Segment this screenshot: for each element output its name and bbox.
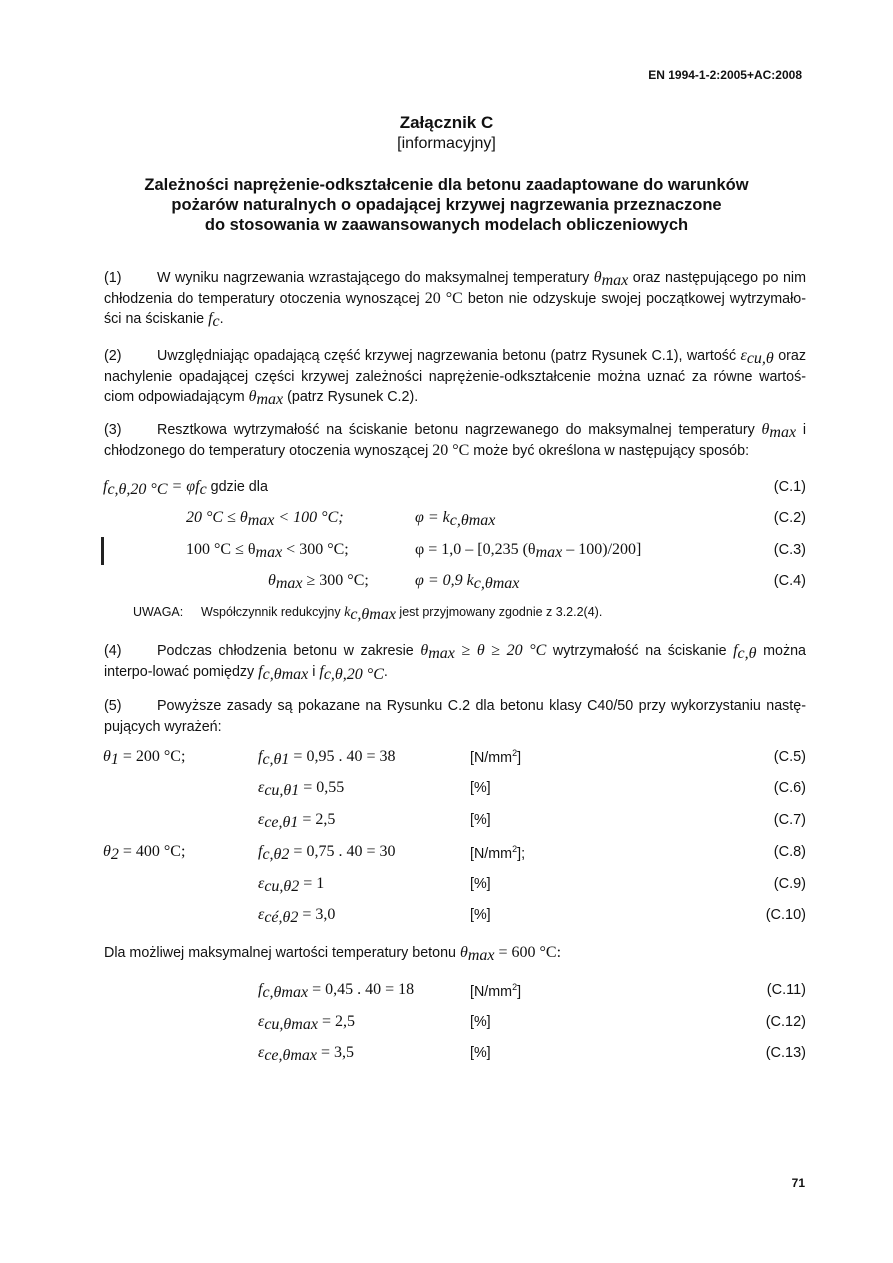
unit-sup: 2 [512,748,518,758]
main-title-line: do stosowania w zaawansowanych modelach obliczeniowych [204,216,689,234]
math-sub: c,θmax [262,984,309,1001]
math-sub: c,θ,20 °C [323,665,384,683]
math-sub: c,θ2 [262,846,290,863]
equation-label: (C.13) [765,1045,806,1061]
math-expr: = 0,55 [299,779,345,796]
unit-text: [%] [470,812,491,828]
equation-c6-expr [258,779,344,797]
text: Dla możliwej maksymalnej wartości temperatury betonu [104,945,460,961]
note-label: UWAGA: [133,605,184,619]
equation-c4-phi [415,572,519,590]
text: beton nie odzyskuje swojej początkowej wytrzymało-ści na ściskanie [104,290,807,327]
equation-label: (C.6) [773,780,806,796]
math-sub: max [275,575,303,592]
unit-text: [%] [470,1014,491,1030]
paragraph-number: (3) [104,422,122,438]
math-theta: θ [420,642,429,659]
math-expr: = 1 [299,875,325,892]
math-symbol: ε [258,1013,265,1030]
paragraph-number: (4) [104,643,122,659]
equation-c2-range [186,509,344,527]
text: W wyniku nagrzewania wzrastającego do maksymalnej temperatury [157,270,594,286]
paragraph-2 [104,346,806,408]
equation-label: (C.4) [773,573,806,589]
unit-text: [%] [470,780,491,796]
text: oraz następującego po nim chłodzenia do temperatury otoczenia wynoszącej [104,270,806,307]
math-expr: = 400 °C; [118,843,186,860]
equation-label: (C.11) [766,982,806,998]
main-title-line: Zależności naprężenie-odkształcenie dla betonu zaadaptowane do warunków [144,176,749,194]
math-f: f [258,662,263,680]
math-expr: = 2,5 [298,811,336,828]
math-theta: θ [103,843,111,860]
text: Współczynnik redukcyjny [201,605,345,619]
unit-text: [N/mm [470,749,513,766]
math-sub: max [256,391,284,408]
math-symbol: ε [258,1044,265,1061]
math-symbol: ε [258,875,265,892]
math-expr: ≥ 300 °C; [302,572,369,589]
text: Powyższe zasady są pokazane na Rysunku C.2 dla betonu klasy C40/50 przy wykorzystaniu nastę-pujących wyrażeń: [104,698,806,735]
equation-label: (C.8) [773,844,806,860]
text: wytrzymałość na ściskanie [546,643,734,659]
math-f: f [319,662,324,680]
math-symbol: f [258,748,263,765]
math-sub: max [247,512,275,529]
math-expr: φ = 1,0 – [0,235 (θ [415,541,536,558]
equation-c7-expr [258,811,335,829]
math-theta: θ [593,269,602,286]
max-temperature-line [104,944,561,962]
math-theta: θ [761,421,770,438]
text: i chłodzonego do temperatury otoczenia wynoszącej [104,422,806,459]
math-expr: = 0,95 . 40 = 38 [289,748,396,765]
math-sub: max [535,544,563,561]
equation-c13-expr [258,1044,354,1062]
math-expr: = 2,5 [317,1013,355,1030]
equation-c7-unit [470,812,491,828]
text: . [383,663,388,680]
unit-text: ] [517,749,522,766]
math-epsilon: ε [740,347,747,364]
text: i [308,663,320,680]
math-sub: c,θ,20 °C [107,481,168,498]
text: jest przyjmowany zgodnie z 3.2.2(4). [395,605,603,619]
paragraph-number: (2) [104,348,122,364]
text: Resztkowa wytrzymałość na ściskanie betonu nagrzewanego do maksymalnej temperatury [157,422,762,438]
annex-subtitle: [informacyjny] [397,135,496,152]
equation-c2-phi [415,509,495,527]
math-theta: θ [459,944,468,961]
math-expr: < 300 °C; [282,541,349,558]
math-sub: cu,θ1 [264,782,300,799]
math-sub: c,θ1 [262,751,290,768]
theta2-label [103,843,185,861]
math-sub: 1 [110,751,119,768]
math-f: f [208,310,213,327]
math-sub: cu,θmax [264,1016,318,1033]
main-title-line: pożarów naturalnych o opadającej krzywej nagrzewania przeznaczone [171,196,722,214]
equation-c13-unit [470,1045,491,1061]
math-temp: 20 °C [432,441,470,459]
equation-c4-range [268,572,369,590]
text: Uwzględniając opadającą część krzywej nagrzewania betonu (patrz Rysunek C.1), wartość [157,348,741,364]
unit-text: [N/mm [470,845,513,862]
paragraph-number: (5) [104,698,122,714]
equation-c10-unit [470,907,491,923]
equation-c8-expr [258,843,395,861]
math-sub: 2 [110,846,119,863]
main-title [110,175,783,235]
equation-c3-range [186,541,349,559]
math-sub: max [601,272,629,289]
math-expr: = 0,75 . 40 = 30 [289,843,396,860]
equation-c8-unit [470,844,525,862]
unit-text: ] [517,983,522,1000]
note [133,605,602,621]
math-sub: c,θmax [449,512,496,529]
math-sub: cé,θ2 [264,909,299,926]
math-expr: = 0,45 . 40 = 18 [308,981,415,998]
math-expr: φ = 0,9 k [415,572,474,589]
math-expr: = 200 °C; [118,748,186,765]
text: . [219,311,224,327]
math-expr: ≥ θ ≥ 20 °C [454,642,547,659]
unit-sup: 2 [512,844,518,854]
paragraph-3 [104,420,806,461]
math-expr: – 100)/200] [562,541,642,558]
equation-c1 [103,478,268,496]
equation-label: (C.3) [773,542,806,558]
math-sub: max [769,424,797,441]
equation-c11-expr [258,981,414,999]
math-sub: c,θmax [473,575,520,592]
math-symbol: ε [258,906,265,923]
change-bar [101,537,104,565]
text: może być określona w następujący sposób: [469,442,750,459]
math-sub: c,θmax [262,665,309,683]
math-sub: c,θ [737,645,757,662]
math-sub: c,θmax [350,606,396,623]
paragraph-4 [104,641,806,682]
math-sub: max [467,947,495,964]
paragraph-number: (1) [104,270,122,286]
math-theta: θ [103,748,111,765]
math-k: k [344,605,351,620]
equation-c11-unit [470,982,521,1000]
math-f: f [733,642,738,659]
math-sub: cu,θ [746,350,774,367]
unit-text: [%] [470,1045,491,1061]
math-expr: φ = k [415,509,450,526]
equation-label: (C.7) [773,812,806,828]
equation-label: (C.12) [765,1014,806,1030]
text: można interpo-lować pomiędzy [104,643,806,680]
math-expr: < 100 °C; [274,509,344,526]
text: Podczas chłodzenia betonu w zakresie [157,643,421,659]
equation-c5-expr [258,748,395,766]
math-sub: max [255,544,283,561]
text: oraz nachylenie opadającej części krzywej zależności naprężenie-odkształcenie można uznać za równe wartoś-ciom odpowiadającym [104,348,807,405]
equation-label: (C.1) [773,479,806,495]
math-symbol: f [258,981,263,998]
math-expr: = 600 °C: [494,944,562,961]
unit-text: ]; [517,845,526,862]
equation-c6-unit [470,780,491,796]
unit-sup: 2 [512,982,518,992]
math-expr: 100 °C ≤ θ [186,541,256,558]
equation-label: (C.5) [773,749,806,765]
math-temp: 20 °C [424,289,463,307]
unit-text: [N/mm [470,983,513,1000]
text: (patrz Rysunek C.2). [283,389,419,405]
equation-c12-unit [470,1014,491,1030]
equation-label: (C.2) [773,510,806,526]
text: gdzie dla [206,479,268,495]
math-f: f [103,478,108,495]
equation-c12-expr [258,1013,355,1031]
math-symbol: ε [258,811,265,828]
annex-title: Załącznik C [399,113,494,132]
equation-label: (C.10) [765,907,806,923]
paragraph-5 [104,696,806,737]
equation-c9-unit [470,876,491,892]
math-sub: cu,θ2 [264,878,300,895]
math-symbol: f [258,843,263,860]
math-expr: = φf [167,478,200,495]
document-reference: EN 1994-1-2:2005+AC:2008 [648,68,802,82]
math-sub: ce,θ1 [264,814,299,831]
math-expr: = 3,0 [298,906,336,923]
unit-text: [%] [470,907,491,923]
equation-c10-expr [258,906,335,924]
math-sub: c [212,313,220,330]
equation-c3-phi [415,541,641,559]
math-sub: c [199,481,207,498]
paragraph-1 [104,268,806,330]
equation-label: (C.9) [773,876,806,892]
equation-c5-unit [470,748,521,766]
math-expr: = 3,5 [317,1044,355,1061]
unit-text: [%] [470,876,491,892]
page-number: 71 [791,1176,805,1190]
math-theta: θ [248,388,257,405]
equation-c9-expr [258,875,324,893]
math-expr: 20 °C ≤ θ [186,509,248,526]
math-sub: max [428,645,455,662]
math-expr: θ [268,572,276,589]
theta1-label [103,748,185,766]
math-symbol: ε [258,779,265,796]
math-sub: ce,θmax [264,1047,318,1064]
